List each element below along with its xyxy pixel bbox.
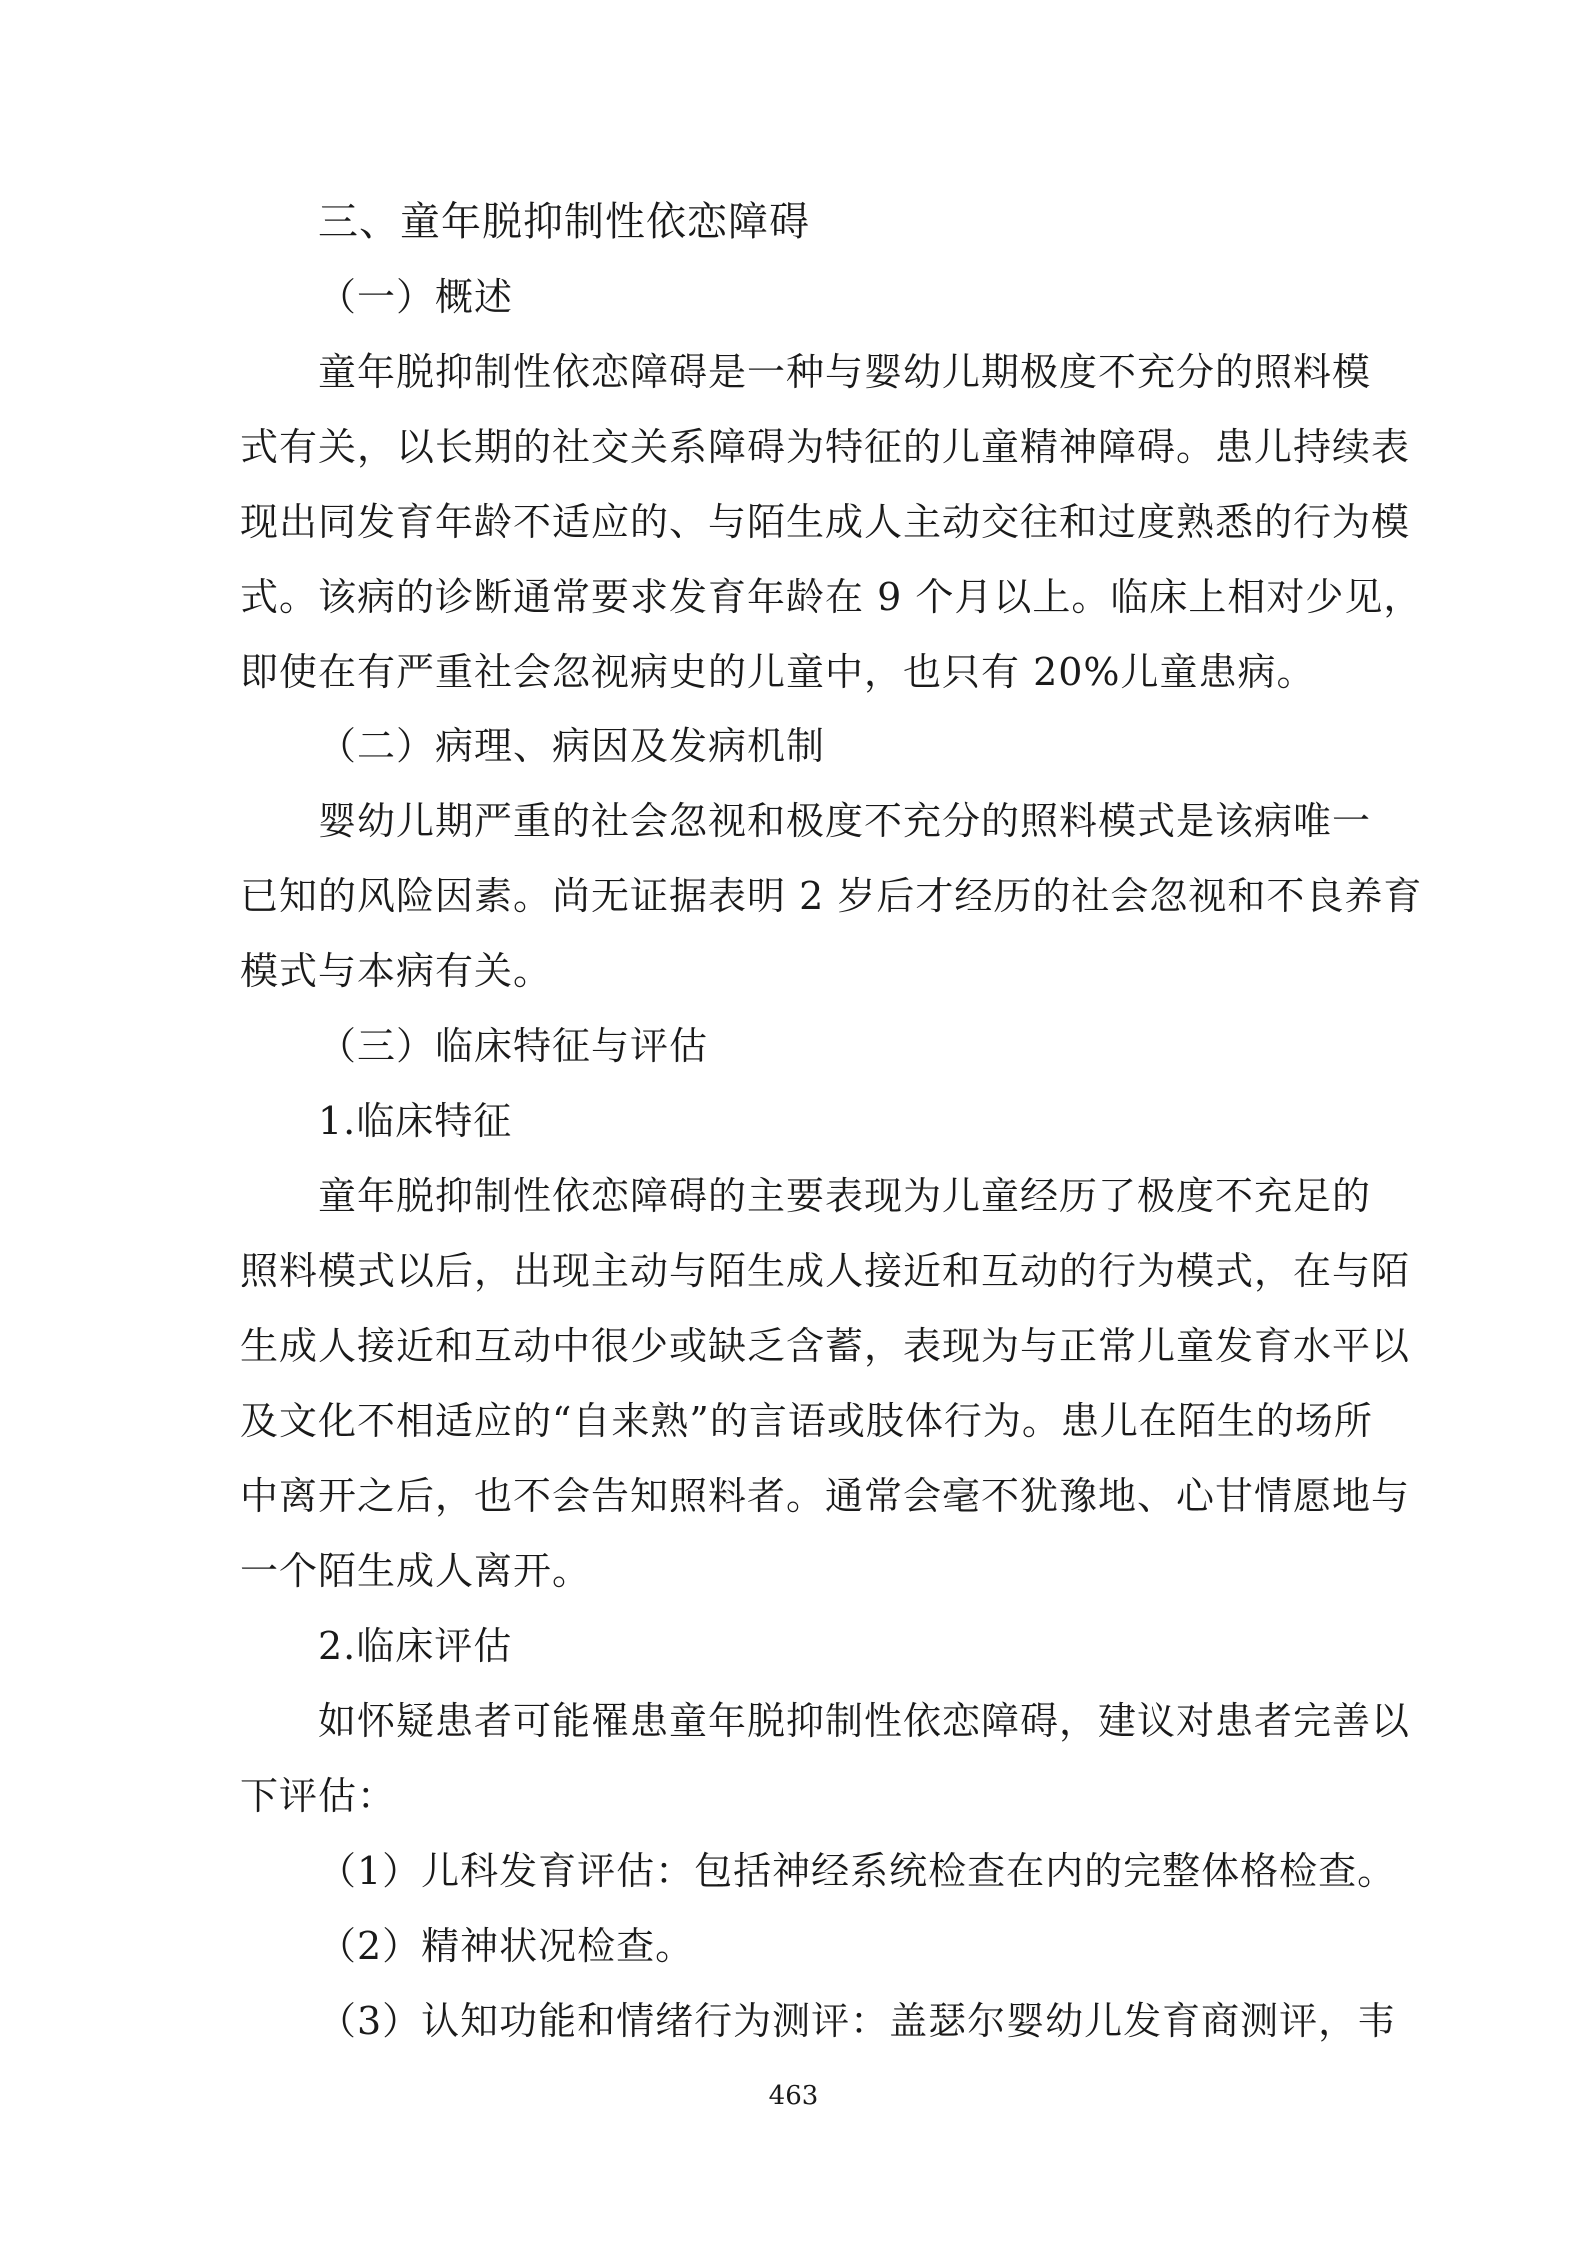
paragraph-line: 现出同发育年龄不适应的、与陌生成人主动交往和过度熟悉的行为模 (240, 500, 1411, 544)
paragraph-line: 下评估： (240, 1774, 397, 1818)
paragraph-line: 照料模式以后，出现主动与陌生成人接近和互动的行为模式，在与陌 (240, 1249, 1411, 1293)
paragraph-line: 婴幼儿期严重的社会忽视和极度不充分的照料模式是该病唯一 (318, 799, 1372, 843)
list-item: （2）精神状况检查。 (318, 1924, 695, 1968)
paragraph-line: 及文化不相适应的“自来熟”的言语或肢体行为。患儿在陌生的场所 (240, 1399, 1373, 1443)
paragraph-line: 式。该病的诊断通常要求发育年龄在 9 个月以上。临床上相对少见， (240, 575, 1423, 619)
section-title: 三、童年脱抑制性依恋障碍 (318, 199, 810, 245)
item-heading-clinical-features: 1.临床特征 (318, 1099, 513, 1143)
paragraph-line: 中离开之后，也不会告知照料者。通常会毫不犹豫地、心甘情愿地与 (240, 1474, 1411, 1518)
paragraph-line: 生成人接近和互动中很少或缺乏含蓄，表现为与正常儿童发育水平以 (240, 1324, 1411, 1368)
paragraph-line: 式有关，以长期的社交关系障碍为特征的儿童精神障碍。患儿持续表 (240, 425, 1411, 469)
page-number: 463 (768, 2081, 819, 2111)
paragraph-line: 即使在有严重社会忽视病史的儿童中，也只有 20%儿童患病。 (240, 650, 1316, 694)
subsection-heading-overview: （一）概述 (318, 275, 514, 319)
paragraph-line: 童年脱抑制性依恋障碍是一种与婴幼儿期极度不充分的照料模 (318, 350, 1372, 394)
paragraph-line: 童年脱抑制性依恋障碍的主要表现为儿童经历了极度不充足的 (318, 1174, 1372, 1218)
subsection-heading-clinical: （三）临床特征与评估 (318, 1024, 709, 1068)
paragraph-line: 一个陌生成人离开。 (240, 1549, 592, 1593)
paragraph-line: 模式与本病有关。 (240, 949, 553, 993)
list-item: （1）儿科发育评估：包括神经系统检查在内的完整体格检查。 (318, 1849, 1397, 1893)
item-heading-clinical-assessment: 2.临床评估 (318, 1624, 513, 1668)
list-item: （3）认知功能和情绪行为测评：盖瑟尔婴幼儿发育商测评，韦 (318, 1999, 1397, 2043)
paragraph-line: 已知的风险因素。尚无证据表明 2 岁后才经历的社会忽视和不良养育 (240, 874, 1423, 918)
subsection-heading-etiology: （二）病理、病因及发病机制 (318, 724, 826, 768)
paragraph-line: 如怀疑患者可能罹患童年脱抑制性依恋障碍，建议对患者完善以 (318, 1699, 1411, 1743)
